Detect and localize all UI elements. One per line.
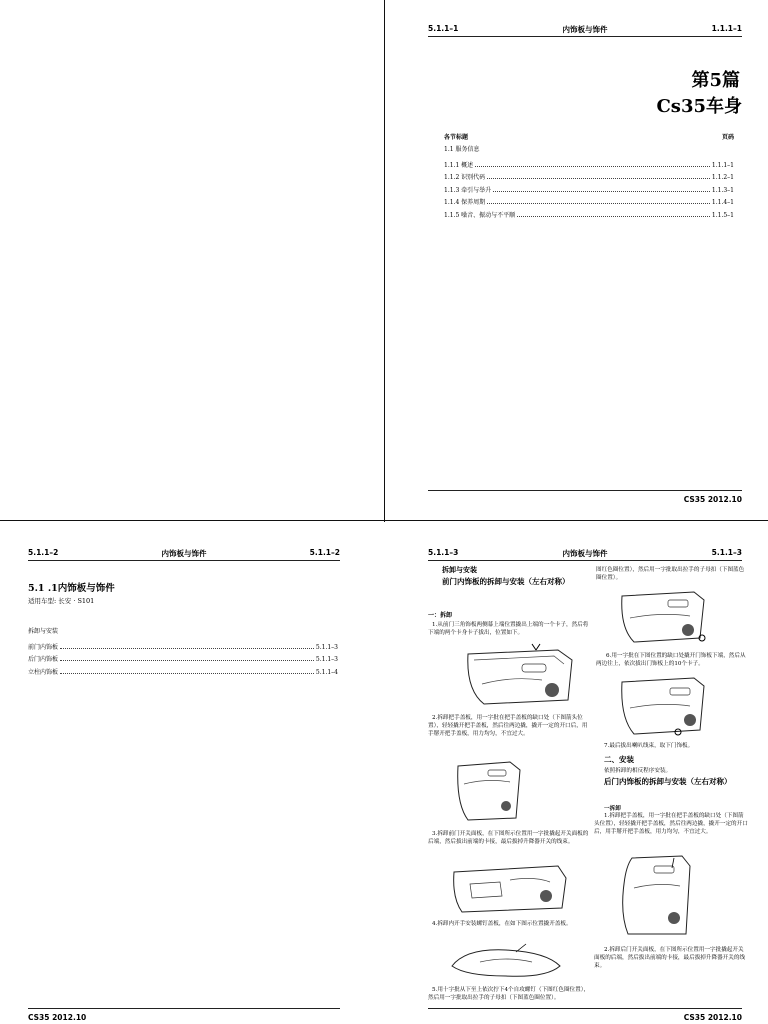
page-header: [428, 24, 742, 37]
rear-door-heading: 后门内饰板的拆卸与安装（左右对称）: [604, 777, 732, 786]
toc-row[interactable]: 后门内饰板 5.1.1–3: [28, 656, 338, 663]
toc-row[interactable]: 1.1.4 保养周期 1.1.4–1: [444, 199, 734, 206]
page-divider-vertical: [384, 0, 385, 522]
door-panel-figure-1: [462, 646, 582, 708]
toc-row[interactable]: 1.1.5 噪音、振动与不平顺 1.1.5–1: [444, 211, 734, 219]
page-footer: CS35 2012.10: [28, 1008, 340, 1021]
page-footer: [428, 490, 742, 503]
toc-head-right: 页码: [721, 134, 734, 141]
toc-row[interactable]: 前门内饰板 5.1.1–3: [28, 643, 338, 651]
toc-row[interactable]: 1.1.2 识别代码 1.1.2–1: [444, 174, 734, 181]
install-heading: 二、安装: [604, 755, 634, 764]
toc-head-left: 各节标题: [444, 134, 469, 141]
removal-heading: 一：拆卸: [428, 612, 453, 619]
step-2: 2.拆卸把手盖板，用一字批在把手盖板的缺口处（下图箭头位置），轻轻撬开把手盖板，然后往两边撬，撬开一定的开口后，用手掰开把手盖板，用力均匀，不宜过大。: [428, 715, 588, 738]
page-divider-horizontal: [0, 520, 768, 521]
step-6: 6.用一字批在下图位置的缺口处撬开门饰板下端，然后从两边往上，依次拔出门饰板上的10个卡子。: [596, 653, 746, 668]
toc-section: 拆卸与安装: [28, 628, 59, 635]
door-panel-figure-5: [618, 674, 708, 736]
toc-row[interactable]: 1.1.1 概述 1.1.1–1: [444, 161, 734, 169]
page-section-toc: [0, 524, 384, 1024]
step-5: 5.用十字批从下至上依次拧下4个自攻螺钉（下图红色圈位置），然后用一字批取出拉手的子母扣（下图蓝色圈位置）。: [428, 987, 590, 1002]
rear-door-panel-figure: [618, 854, 694, 938]
page-header: 5.1.1–2 内饰板与饰件 5.1.1–2: [28, 548, 340, 561]
toc-row[interactable]: 1.1.3 牵引与举升 1.1.3–1: [444, 186, 734, 194]
footer-text: CS35 2012.10: [683, 495, 742, 504]
rear-step-2: 2.拆卸后门开关面板，在下图所示位置用一字批撬起开关面板的后端，然后拔出前端的卡接，最后拔掉升降器开关的线束。: [594, 947, 746, 970]
rear-removal-heading: 一拆卸: [604, 806, 621, 812]
rear-step-1: 1.拆卸把手盖板，用一字批在把手盖板的缺口处（下图箭头位置），轻轻撬开把手盖板，然后往两边撬，撬开一定的开口后，用手掰开把手盖板，用力均匀，不宜过大。: [594, 813, 748, 836]
door-panel-figure-2: [454, 760, 524, 822]
step-7: 7.最后拔出喇叭线束，取下门饰板。: [604, 743, 694, 749]
door-panel-figure-3: [450, 862, 570, 914]
step-4: 4.拆卸内开手安装螺钉盖板，在如下图示位置撬开盖板。: [432, 921, 572, 927]
toc: [28, 626, 338, 676]
step-3: 3.拆卸前门开关面板，在下图所示位置用一字批撬起开关面板的后端，然后拔出前端的卡接，最后拔掉升降器开关的线束。: [428, 831, 589, 846]
door-panel-figure-4: [618, 588, 708, 644]
toc: [444, 132, 734, 219]
page-header: 5.1.1–3 内饰板与饰件 5.1.1–3: [428, 548, 742, 561]
toc-row[interactable]: 立柱内饰板 5.1.1–4: [28, 668, 338, 676]
toc-section: 1.1 服务信息: [444, 146, 480, 153]
front-door-heading: 前门内饰板的拆卸与安装（左右对称）: [442, 577, 570, 586]
step-5-continued: 图红色圈位置），然后用一字批取出拉手的子母扣（下图蓝色圈位置）。: [596, 567, 745, 582]
part-name-title: Cs35车身: [656, 96, 742, 117]
handle-cover-figure: [446, 942, 566, 982]
step-1: 1.从前门三角饰板两侧幕上端位置撬出上端的一个卡子，然后将下端的两个卡身卡子拔出，位置如下。: [428, 622, 589, 637]
header-center: 内饰板与饰件: [562, 25, 608, 34]
part-number-title: 第5篇: [691, 70, 740, 91]
page-footer: CS35 2012.10: [428, 1008, 742, 1021]
page-procedure: [386, 524, 768, 1024]
blank-page: [0, 0, 384, 520]
procedure-heading: 拆卸与安装: [442, 565, 477, 574]
install-text: 依照拆卸的相反程序安装。: [604, 768, 672, 774]
section-subtitle: 适用车型: 长安 · S101: [28, 597, 95, 605]
page-part-title: [386, 0, 768, 520]
header-left: 5.1.1–1: [428, 24, 459, 33]
header-right: 1.1.1–1: [711, 24, 742, 33]
section-title: 5.1 .1内饰板与饰件: [28, 583, 115, 594]
